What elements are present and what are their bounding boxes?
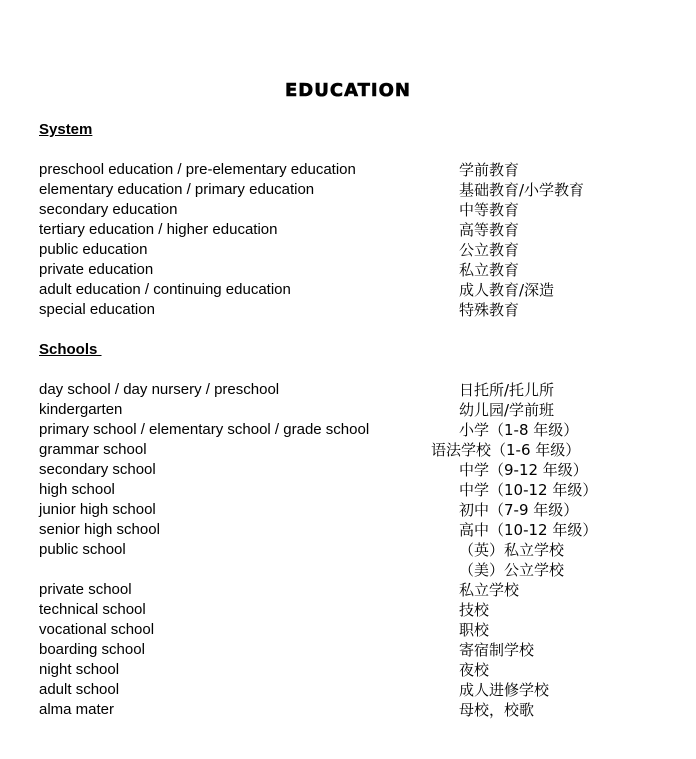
term-english: tertiary education / higher education bbox=[39, 221, 278, 238]
list-item bbox=[39, 420, 659, 440]
term-english: primary school / elementary school / grade school bbox=[39, 421, 370, 438]
term-english: adult school bbox=[39, 681, 120, 698]
list-item bbox=[39, 180, 659, 200]
term-chinese: 技校 bbox=[459, 601, 490, 619]
term-english: high school bbox=[39, 481, 115, 498]
list-item bbox=[39, 460, 659, 480]
list-item bbox=[39, 600, 659, 620]
list-item bbox=[39, 440, 659, 460]
section-heading-schools: Schools bbox=[39, 341, 102, 358]
term-english: vocational school bbox=[39, 621, 155, 638]
list-item bbox=[39, 280, 659, 300]
list-item bbox=[39, 380, 659, 400]
term-chinese: 职校 bbox=[459, 621, 490, 639]
list-item bbox=[39, 220, 659, 240]
term-chinese: 小学（1-8 年级） bbox=[459, 421, 579, 439]
term-chinese: 特殊教育 bbox=[459, 301, 520, 319]
term-chinese: 日托所/托儿所 bbox=[459, 381, 555, 399]
list-item bbox=[39, 700, 659, 720]
list-item bbox=[39, 540, 659, 560]
term-chinese: 基础教育/小学教育 bbox=[459, 181, 585, 199]
term-english: night school bbox=[39, 661, 120, 678]
term-english: grammar school bbox=[39, 441, 147, 458]
term-english: alma mater bbox=[39, 701, 115, 718]
term-chinese: 成人进修学校 bbox=[459, 681, 550, 699]
term-chinese: 中等教育 bbox=[459, 201, 520, 219]
list-item bbox=[39, 500, 659, 520]
term-english: technical school bbox=[39, 601, 146, 618]
list-item bbox=[39, 640, 659, 660]
term-english: adult education / continuing education bbox=[39, 281, 291, 298]
term-english: junior high school bbox=[39, 501, 156, 518]
term-chinese: 幼儿园/学前班 bbox=[459, 401, 555, 419]
term-chinese: 学前教育 bbox=[459, 161, 520, 179]
term-chinese: 公立教育 bbox=[459, 241, 520, 259]
term-chinese: 私立学校 bbox=[459, 581, 520, 599]
list-item bbox=[39, 300, 659, 320]
section-heading-system: System bbox=[39, 121, 93, 138]
term-english: private education bbox=[39, 261, 154, 278]
term-english: elementary education / primary education bbox=[39, 181, 315, 198]
term-english: public school bbox=[39, 541, 126, 558]
term-chinese: 中学（10-12 年级） bbox=[459, 481, 598, 499]
list-item bbox=[39, 560, 659, 580]
term-chinese: 中学（9-12 年级） bbox=[459, 461, 588, 479]
term-chinese: 夜校 bbox=[459, 661, 490, 679]
term-chinese: 私立教育 bbox=[459, 261, 520, 279]
term-english: secondary education bbox=[39, 201, 178, 218]
term-english: day school / day nursery / preschool bbox=[39, 381, 280, 398]
list-item bbox=[39, 400, 659, 420]
term-english: secondary school bbox=[39, 461, 156, 478]
list-item bbox=[39, 240, 659, 260]
term-english: boarding school bbox=[39, 641, 145, 658]
list-item bbox=[39, 480, 659, 500]
term-english: public education bbox=[39, 241, 148, 258]
list-item bbox=[39, 660, 659, 680]
term-chinese: 高中（10-12 年级） bbox=[459, 521, 598, 539]
page-title: EDUCATION bbox=[285, 80, 411, 101]
term-chinese: （美）公立学校 bbox=[459, 561, 565, 579]
list-item bbox=[39, 680, 659, 700]
term-english: kindergarten bbox=[39, 401, 123, 418]
term-chinese: （英）私立学校 bbox=[459, 541, 565, 559]
list-item bbox=[39, 260, 659, 280]
system-list bbox=[39, 160, 659, 320]
list-item bbox=[39, 580, 659, 600]
list-item bbox=[39, 200, 659, 220]
term-english: senior high school bbox=[39, 521, 160, 538]
list-item bbox=[39, 620, 659, 640]
term-chinese: 寄宿制学校 bbox=[459, 641, 535, 659]
term-english: preschool education / pre-elementary education bbox=[39, 161, 356, 178]
term-english: special education bbox=[39, 301, 155, 318]
schools-list bbox=[39, 380, 659, 720]
list-item bbox=[39, 520, 659, 540]
list-item bbox=[39, 160, 659, 180]
term-english: private school bbox=[39, 581, 132, 598]
term-chinese: 语法学校（1-6 年级） bbox=[431, 441, 581, 459]
term-chinese: 母校，校歌 bbox=[459, 701, 535, 719]
term-chinese: 成人教育/深造 bbox=[459, 281, 555, 299]
term-chinese: 初中（7-9 年级） bbox=[459, 501, 579, 519]
term-chinese: 高等教育 bbox=[459, 221, 520, 239]
